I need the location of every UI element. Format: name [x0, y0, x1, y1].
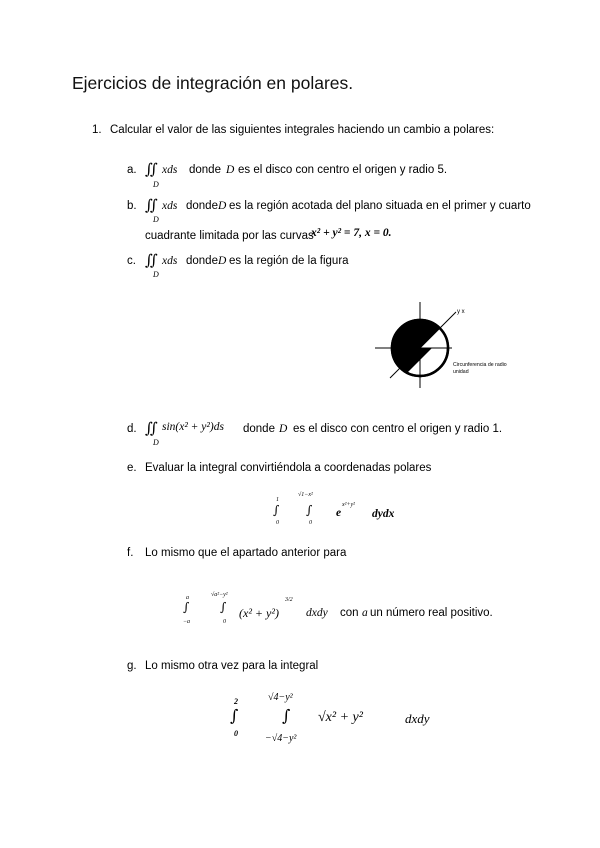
item-e-text: Evaluar la integral convirtiéndola a coordenadas polares [145, 462, 432, 474]
item-b-region-sub: D [153, 215, 159, 224]
item-b-donde: donde [186, 200, 218, 212]
item-e-label: e. [127, 462, 137, 474]
item-f-integrand: (x² + y²) [239, 606, 279, 620]
item-f-exponent: 3/2 [285, 597, 293, 603]
item-f-inner-integral: ∫ [220, 600, 227, 614]
item-b-curves: x² + y² = 7, x = 0. [311, 227, 392, 239]
item-b-region-var: D [218, 200, 227, 212]
region-figure [370, 300, 507, 390]
item-g-outer-lower: 0 [234, 729, 238, 738]
item-f-inner-upper: √a²−y² [211, 592, 228, 598]
item-a-label: a. [127, 164, 137, 176]
item-a-integral-sign: ∬ [145, 160, 158, 178]
item-b-integral-sign: ∬ [145, 196, 158, 214]
item-g-inner-upper: √4−y² [268, 692, 293, 703]
item-b-text1: es la región acotada del plano situada en el primer y cuarto [229, 200, 531, 212]
item-e-integrand: e [336, 507, 342, 519]
item-c-integrand: xds [162, 255, 178, 267]
item-d-label: d. [127, 423, 137, 435]
item-a-text: es el disco con centro el origen y radio 5. [238, 164, 448, 176]
item-c-region-var: D [218, 255, 227, 267]
item-g-differential: dxdy [405, 711, 430, 726]
item-e-inner-integral: ∫ [306, 503, 313, 517]
item-f-outer-lower: −a [183, 619, 191, 625]
item-a-region-sub: D [153, 180, 159, 189]
figure-caption-2: unidad [453, 369, 469, 375]
item-g-integrand: √x² + y² [318, 710, 363, 725]
item-e-exponent: x²+y² [342, 502, 355, 508]
item-f-outer-integral: ∫ [183, 600, 190, 614]
item-d-region-sub: D [153, 438, 159, 447]
item-d-text: es el disco con centro el origen y radio 1. [293, 423, 503, 435]
item-e-differential: dydx [372, 508, 395, 520]
item-f-con: con [340, 607, 359, 619]
item-b-label: b. [127, 200, 137, 212]
item-g-outer-integral: ∫ [230, 706, 239, 725]
item-e-outer-lower: 0 [276, 520, 279, 526]
item-g-outer-upper: 2 [234, 697, 238, 706]
item-f-text: Lo mismo que el apartado anterior para [145, 547, 347, 559]
item-c-region-sub: D [153, 270, 159, 279]
item-b-integrand: xds [162, 200, 178, 212]
item-e-inner-upper: √1−x² [298, 492, 313, 498]
item-a-integrand: xds [162, 164, 178, 176]
item-d-integral-sign: ∬ [145, 419, 158, 437]
item-c-donde: donde [186, 255, 218, 267]
item-g-text: Lo mismo otra vez para la integral [145, 660, 319, 672]
item-f-tail: un número real positivo. [370, 607, 493, 619]
item-g-inner-integral: ∫ [282, 706, 291, 725]
figure-caption-1: Circunferencia de radio [453, 362, 507, 368]
item-a-donde: donde [189, 164, 221, 176]
item-b-text2: cuadrante limitada por las curvas [145, 230, 314, 242]
item-d-donde: donde [243, 423, 275, 435]
item-f-differential: dxdy [306, 607, 328, 619]
item-e-inner-lower: 0 [309, 520, 312, 526]
page-title: Ejercicios de integración en polares. [72, 73, 354, 93]
item-f-inner-lower: 0 [223, 619, 226, 625]
item-c-integral-sign: ∬ [145, 251, 158, 269]
item-e-outer-upper: 1 [276, 497, 279, 503]
item-e-outer-integral: ∫ [273, 503, 280, 517]
item-g-inner-lower: −√4−y² [265, 733, 297, 744]
shaded-region [370, 300, 480, 400]
question-text: Calcular el valor de las siguientes integrales haciendo un cambio a polares: [110, 124, 495, 136]
item-c-label: c. [127, 255, 136, 267]
item-a-region-var: D [226, 164, 235, 176]
item-d-region-var: D [279, 423, 288, 435]
figure-line-label: y x [457, 309, 465, 315]
item-f-a-var: a [362, 607, 368, 619]
item-f-label: f. [127, 547, 134, 559]
item-d-integrand: sin(x² + y²)ds [162, 421, 224, 433]
item-g-label: g. [127, 660, 137, 672]
item-c-text: es la región de la figura [229, 255, 349, 267]
item-f-outer-upper: a [186, 595, 189, 601]
question-number: 1. [92, 124, 102, 136]
